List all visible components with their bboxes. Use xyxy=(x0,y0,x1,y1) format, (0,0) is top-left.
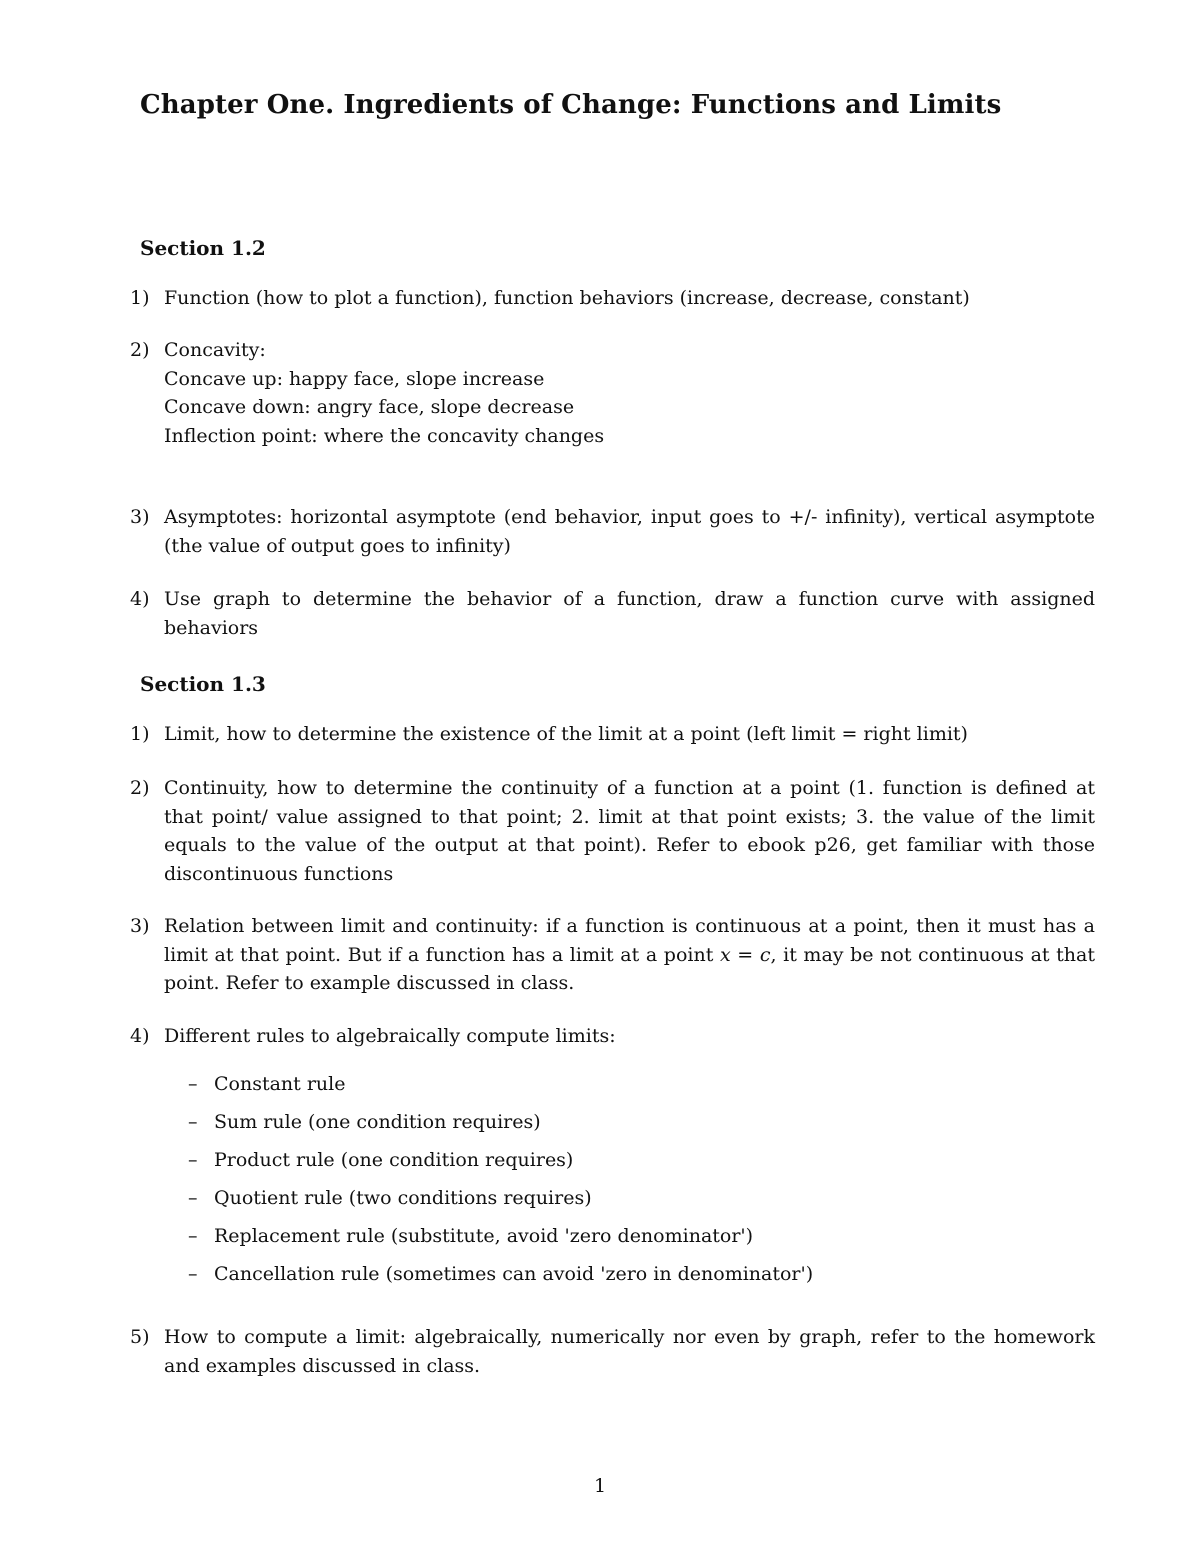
section-1-3-heading: Section 1.3 xyxy=(140,672,266,696)
chapter-title: Chapter One. Ingredients of Change: Functions and Limits xyxy=(140,90,1002,120)
item-text xyxy=(164,912,1095,998)
section-1-2-item-2 xyxy=(130,336,1095,450)
item-number: 3) xyxy=(130,915,150,937)
item-text xyxy=(164,336,1095,450)
item-number: 3) xyxy=(130,506,150,528)
rule-item xyxy=(188,1217,813,1255)
rule-text: Constant rule xyxy=(214,1073,346,1095)
item-number: 1) xyxy=(130,723,150,745)
page-number: 1 xyxy=(593,1475,607,1497)
rule-item xyxy=(188,1141,813,1179)
dash-bullet: – xyxy=(188,1149,198,1171)
dash-bullet: – xyxy=(188,1073,198,1095)
item-number: 2) xyxy=(130,339,150,361)
section-1-3-item-4 xyxy=(130,1022,1095,1051)
concave-down-line: Concave down: angry face, slope decrease xyxy=(164,396,575,418)
section-1-2-heading: Section 1.2 xyxy=(140,236,266,260)
section-1-2-item-4 xyxy=(130,585,1095,642)
item-text: Limit, how to determine the existence of the limit at a point (left limit = right limit) xyxy=(164,723,968,745)
item-text: Different rules to algebraically compute limits: xyxy=(164,1025,616,1047)
section-1-3-item-1 xyxy=(130,720,1095,749)
section-1-3-item-3 xyxy=(130,912,1095,998)
item-number: 4) xyxy=(130,1025,150,1047)
item-text: Continuity, how to determine the continuity of a function at a point (1. function is defined at that point/ value assigned to that point; 2. limit at that point exists; 3. the value of the limit equals to the value of the output at that point). Refer to ebook p26, get familiar with those discontinuous functions xyxy=(164,777,1095,885)
rule-item xyxy=(188,1103,813,1141)
inflection-point-line: Inflection point: where the concavity changes xyxy=(164,424,605,447)
dash-bullet: – xyxy=(188,1111,198,1133)
dash-bullet: – xyxy=(188,1187,198,1209)
rule-item xyxy=(188,1255,813,1293)
item-number: 1) xyxy=(130,287,150,309)
dash-bullet: – xyxy=(188,1225,198,1247)
item-text-part-2: , it may be not continuous at that point. Refer to example discussed in class. xyxy=(164,943,1095,994)
rule-text: Sum rule (one condition requires) xyxy=(214,1111,541,1133)
concavity-label: Concavity: xyxy=(164,339,266,361)
rule-text: Quotient rule (two conditions requires) xyxy=(214,1187,592,1209)
section-1-2-item-1 xyxy=(130,284,1095,313)
item-text: Asymptotes: horizontal asymptote (end behavior, input goes to +/- infinity), vertical asymptote (the value of output goes to infinity) xyxy=(164,506,1095,557)
dash-bullet: – xyxy=(188,1263,198,1285)
rule-item xyxy=(188,1179,813,1217)
section-1-3-item-5 xyxy=(130,1323,1095,1380)
math-expression: x = c xyxy=(719,943,771,966)
item-number: 4) xyxy=(130,588,150,610)
item-number: 2) xyxy=(130,777,150,799)
rule-item xyxy=(188,1065,813,1103)
rule-text: Replacement rule (substitute, avoid 'zero denominator') xyxy=(214,1225,754,1247)
rule-text: Product rule (one condition requires) xyxy=(214,1149,574,1171)
limit-rules-list xyxy=(188,1065,813,1293)
item-number: 5) xyxy=(130,1326,150,1348)
item-text: Use graph to determine the behavior of a function, draw a function curve with assigned behaviors xyxy=(164,588,1095,639)
concave-up-line: Concave up: happy face, slope increase xyxy=(164,367,545,390)
rule-text: Cancellation rule (sometimes can avoid 'zero in denominator') xyxy=(214,1263,814,1285)
item-text-part-1: Relation between limit and continuity: if a function is continuous at a point, then it must has a limit at that point. But if a function has a limit at a point xyxy=(164,915,1095,966)
section-1-2-item-3 xyxy=(130,503,1095,560)
item-text: Function (how to plot a function), function behaviors (increase, decrease, constant) xyxy=(164,287,970,309)
section-1-3-item-2 xyxy=(130,774,1095,888)
item-text: How to compute a limit: algebraically, numerically nor even by graph, refer to the homework and examples discussed in class. xyxy=(164,1326,1095,1377)
